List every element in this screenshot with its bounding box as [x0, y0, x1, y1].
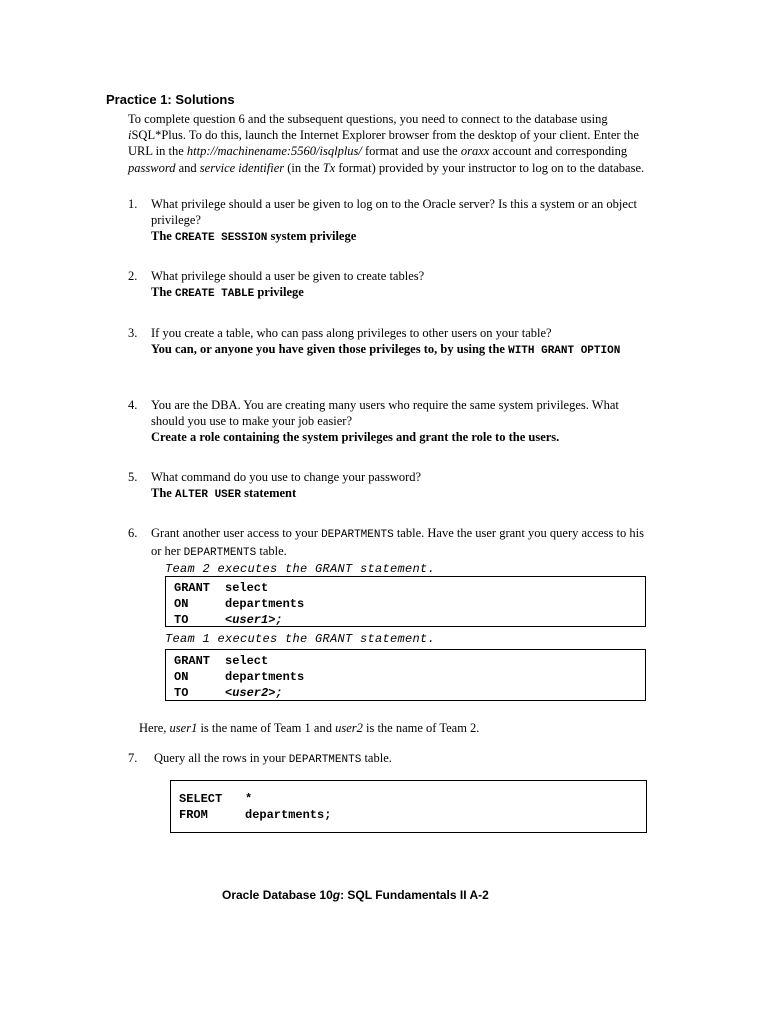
- code-value: departments;: [245, 808, 332, 822]
- code-value: <user2>;: [225, 686, 283, 700]
- answer-text: statement: [240, 486, 297, 501]
- intro-text: To complete question 6 and the subsequent questions, you need to connect to the database using: [128, 112, 608, 126]
- team-note: [139, 721, 479, 736]
- question-2: [128, 268, 648, 302]
- code-value: select: [225, 581, 269, 595]
- team-1-caption: Team 1 executes the GRANT statement.: [165, 632, 436, 646]
- question-5: [128, 469, 648, 503]
- code-keyword: GRANT: [174, 581, 211, 595]
- question-text: What privilege should a user be given to log on to the Oracle server? Is this a system or an object privilege?: [151, 197, 637, 228]
- question-text: table.: [256, 544, 287, 559]
- intro-account: oraxx: [460, 144, 490, 159]
- intro-service-identifier: service identifier: [199, 160, 285, 175]
- code-value: departments: [225, 670, 305, 684]
- team-2-caption: Team 2 executes the GRANT statement.: [165, 562, 436, 576]
- question-number: 4.: [128, 398, 138, 412]
- intro-text: format and use the: [361, 144, 461, 159]
- answer: [151, 341, 648, 359]
- answer-text: system privilege: [267, 229, 357, 244]
- answer: [151, 485, 648, 503]
- intro-text: SQL*Plus. To do this, launch the Internet Explorer browser from the desktop of your client. Enter the URL in the: [128, 128, 639, 159]
- answer-text: The: [151, 285, 175, 300]
- question-7: [128, 750, 648, 768]
- code-value: select: [225, 654, 269, 668]
- code-keyword: SELECT: [179, 792, 223, 806]
- question-text: table. Have the user grant you query access to his or her: [151, 526, 644, 559]
- question-text: If you create a table, who can pass along privileges to other users on your table?: [151, 326, 552, 340]
- intro-paragraph: [128, 111, 648, 176]
- code-value: departments: [225, 597, 305, 611]
- question-number: 1.: [128, 197, 138, 211]
- question-3: [128, 325, 648, 359]
- question-text: What command do you use to change your password?: [151, 470, 422, 484]
- answer-code: WITH GRANT OPTION: [508, 345, 621, 358]
- note-user2: user2: [335, 721, 363, 735]
- code-block-team-2: [165, 576, 646, 627]
- page-footer: [222, 888, 489, 902]
- footer-italic-g: g: [332, 888, 341, 902]
- answer: [151, 228, 648, 246]
- answer-text: The: [151, 486, 175, 501]
- answer-code: ALTER USER: [174, 489, 241, 502]
- answer-code: CREATE SESSION: [174, 232, 268, 245]
- intro-text: and: [175, 160, 200, 175]
- question-number: 3.: [128, 326, 138, 340]
- question-4: [128, 397, 648, 446]
- note-user1: user1: [169, 721, 198, 735]
- note-text: is the name of Team 1 and: [197, 721, 336, 735]
- question-text: Grant another user access to your: [151, 526, 322, 540]
- code-value: <user1>;: [225, 613, 283, 627]
- question-number: 6.: [128, 526, 138, 540]
- code-value: *: [245, 792, 253, 806]
- code-keyword: FROM: [179, 808, 208, 822]
- code-keyword: ON: [174, 670, 189, 684]
- question-text: You are the DBA. You are creating many users who require the same system privileges. What should you use to make your job easier?: [151, 398, 619, 429]
- question-code: DEPARTMENTS: [321, 529, 394, 541]
- intro-text: (in the: [284, 160, 323, 175]
- answer-text: The: [151, 229, 175, 244]
- note-text: is the name of Team 2.: [362, 721, 480, 735]
- note-text: Here,: [139, 721, 170, 735]
- question-code: DEPARTMENTS: [288, 754, 362, 766]
- answer-text: privilege: [254, 285, 304, 300]
- intro-url: http://machinename:5560/isqlplus/: [186, 144, 362, 159]
- answer: [151, 284, 648, 302]
- question-1: [128, 196, 648, 247]
- question-number: 7.: [128, 751, 138, 765]
- intro-text: format) provided by your instructor to log on to the database.: [335, 160, 645, 175]
- code-keyword: TO: [174, 686, 189, 700]
- intro-password: password: [128, 160, 176, 175]
- intro-text: account and corresponding: [489, 144, 628, 159]
- code-keyword: ON: [174, 597, 189, 611]
- code-block-team-1: [165, 649, 646, 701]
- answer-code: CREATE TABLE: [174, 288, 255, 301]
- code-block-query: [170, 780, 647, 833]
- code-keyword: GRANT: [174, 654, 211, 668]
- question-text: Query all the rows in your: [154, 751, 289, 765]
- question-6: [128, 525, 648, 561]
- answer: Create a role containing the system privileges and grant the role to the users.: [151, 430, 560, 445]
- question-text: What privilege should a user be given to create tables?: [151, 269, 425, 283]
- question-text: table.: [361, 751, 392, 765]
- footer-text: Oracle Database 10: [222, 888, 333, 902]
- question-number: 2.: [128, 269, 138, 283]
- question-code: DEPARTMENTS: [183, 547, 257, 560]
- footer-text: : SQL Fundamentals II A-2: [340, 888, 489, 902]
- intro-tx: Tx: [322, 160, 336, 175]
- intro-italic-i: i: [128, 128, 132, 143]
- page-title: Practice 1: Solutions: [106, 92, 235, 107]
- question-number: 5.: [128, 470, 138, 484]
- code-keyword: TO: [174, 613, 189, 627]
- answer-text: You can, or anyone you have given those privileges to, by using the: [151, 342, 509, 357]
